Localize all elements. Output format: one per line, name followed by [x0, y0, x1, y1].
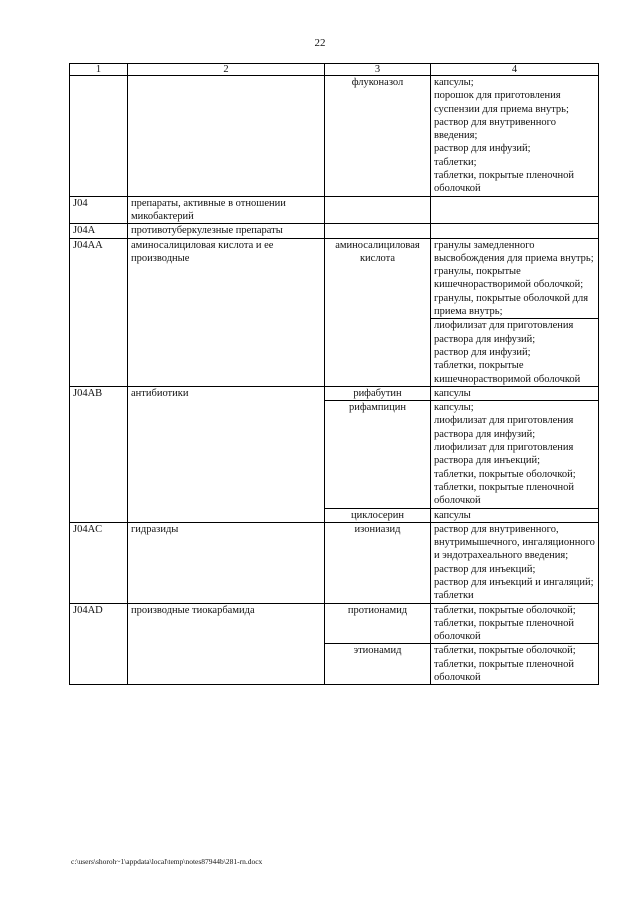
drug-name-cell: рифабутин	[325, 386, 431, 400]
dosage-form-cell	[431, 508, 599, 522]
column-header: 2	[128, 64, 325, 76]
dosage-form-cell	[431, 401, 599, 508]
atc-code-cell: J04AC	[70, 522, 128, 603]
drug-name-cell: изониазид	[325, 522, 431, 603]
drug-name-cell: протионамид	[325, 603, 431, 644]
dosage-form-cell	[431, 238, 599, 319]
dosage-form-cell	[431, 319, 599, 386]
dosage-form-text: раствор для внутривенного, внутримышечного, ингаляционного и эндотрахеального введения; раствор для инъекций; раствор для инъекций и ингаляций; таблетки	[434, 523, 595, 602]
atc-code-cell	[70, 76, 128, 197]
file-path-footer: c:\users\shoroh~1\appdata\local\temp\notes87944b\281-rn.docx	[71, 857, 263, 866]
table-row	[70, 238, 599, 319]
group-name-cell	[128, 76, 325, 197]
drug-name-cell	[325, 196, 431, 224]
table-row	[70, 224, 599, 238]
dosage-form-text: капсулы	[434, 509, 471, 521]
dosage-form-cell	[431, 76, 599, 197]
drug-name-cell: флуконазол	[325, 76, 431, 197]
drug-name-cell	[325, 224, 431, 238]
drug-name-cell: этионамид	[325, 644, 431, 685]
table-row	[70, 196, 599, 224]
dosage-form-text: гранулы замедленного высвобождения для приема внутрь; гранулы, покрытые кишечнорастворимой оболочкой; гранулы, покрытые оболочкой для приема внутрь;	[434, 239, 594, 318]
table-row	[70, 603, 599, 644]
drug-table	[69, 63, 599, 685]
group-name-cell: препараты, активные в отношении микобактерий	[128, 196, 325, 224]
atc-code-cell: J04AD	[70, 603, 128, 685]
column-header: 3	[325, 64, 431, 76]
atc-code-cell: J04	[70, 196, 128, 224]
group-name-cell: гидразиды	[128, 522, 325, 603]
dosage-form-cell	[431, 644, 599, 685]
drug-name-cell: аминосалициловая кислота	[325, 238, 431, 386]
dosage-form-text: капсулы; порошок для приготовления суспензии для приема внутрь; раствор для внутривенного введения; раствор для инфузий; таблетки; таблетки, покрытые пленочной оболочкой	[434, 77, 575, 195]
drug-name-cell: рифампицин	[325, 401, 431, 508]
column-header: 1	[70, 64, 128, 76]
dosage-form-cell	[431, 603, 599, 644]
atc-code-cell: J04A	[70, 224, 128, 238]
dosage-form-text: капсулы; лиофилизат для приготовления раствора для инфузий; лиофилизат для приготовления раствора для инъекций; таблетки, покрытые оболочкой; таблетки, покрытые пленочной оболочкой	[434, 402, 576, 507]
dosage-form-text: капсулы	[434, 387, 471, 399]
page-number: 22	[314, 37, 326, 49]
group-name-cell: производные тиокарбамида	[128, 603, 325, 685]
dosage-form-cell	[431, 224, 599, 238]
atc-code-cell: J04AB	[70, 386, 128, 522]
dosage-form-text: таблетки, покрытые оболочкой; таблетки, покрытые пленочной оболочкой	[434, 604, 576, 643]
column-header: 4	[431, 64, 599, 76]
dosage-form-text: лиофилизат для приготовления раствора для инфузий; раствор для инфузий; таблетки, покрытые кишечнорастворимой оболочкой	[434, 320, 581, 385]
group-name-cell: антибиотики	[128, 386, 325, 522]
table-header-row	[70, 64, 599, 76]
atc-code-cell: J04AA	[70, 238, 128, 386]
dosage-form-cell	[431, 196, 599, 224]
table-row	[70, 76, 599, 197]
drug-name-cell: циклосерин	[325, 508, 431, 522]
dosage-form-text: таблетки, покрытые оболочкой; таблетки, покрытые пленочной оболочкой	[434, 645, 576, 684]
group-name-cell: аминосалициловая кислота и ее производные	[128, 238, 325, 386]
table-row	[70, 522, 599, 603]
dosage-form-cell	[431, 522, 599, 603]
table-row	[70, 386, 599, 400]
group-name-cell: противотуберкулезные препараты	[128, 224, 325, 238]
dosage-form-cell	[431, 386, 599, 400]
